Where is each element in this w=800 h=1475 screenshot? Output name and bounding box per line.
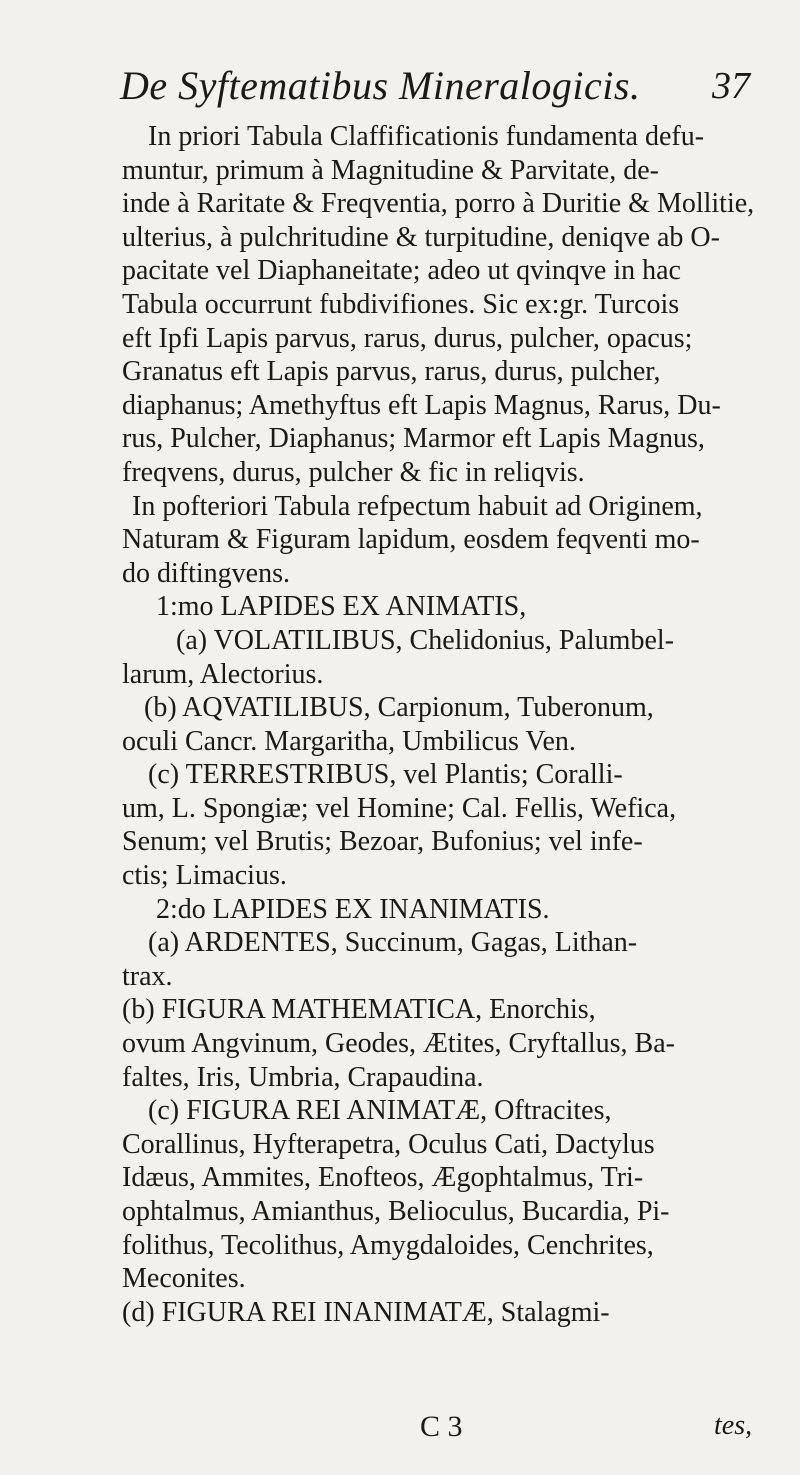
- text-line: ulterius, à pulchritudine & turpitudine, deniqve ab O-: [122, 221, 720, 253]
- catchword: tes,: [714, 1410, 753, 1441]
- page-header: [120, 62, 750, 112]
- body-text: [122, 120, 762, 1329]
- text-line: (c) FIGURA REI ANIMATÆ, Oftracites,: [148, 1095, 612, 1127]
- text-line: ophtalmus, Amianthus, Belioculus, Bucardia, Pi-: [122, 1196, 670, 1227]
- text-line: folithus, Tecolithus, Amygdaloides, Cenchrites,: [122, 1229, 654, 1261]
- text-line: Meconites.: [122, 1263, 246, 1295]
- text-line: (d) FIGURA REI INANIMATÆ, Stalagmi-: [122, 1296, 610, 1328]
- text-line: (a) VOLATILIBUS, Chelidonius, Palumbel-: [176, 624, 674, 656]
- text-line: um, L. Spongiæ; vel Homine; Cal. Fellis, Wefica,: [122, 792, 677, 824]
- text-line: Idæus, Ammites, Enofteos, Ægophtalmus, Tri-: [122, 1162, 644, 1194]
- text-line: In priori Tabula Claffificationis fundamenta defu-: [148, 121, 705, 152]
- page-number: 37: [712, 65, 750, 107]
- text-line: oculi Cancr. Margaritha, Umbilicus Ven.: [122, 725, 576, 757]
- section-heading: 2:do LAPIDES EX INANIMATIS.: [156, 893, 550, 925]
- text-line: Senum; vel Brutis; Bezoar, Bufonius; vel infe-: [122, 826, 643, 858]
- text-line: In pofteriori Tabula refpectum habuit ad Originem,: [132, 490, 703, 522]
- text-line: ctis; Limacius.: [122, 860, 287, 892]
- text-line: trax.: [122, 960, 173, 992]
- text-line: (b) AQVATILIBUS, Carpionum, Tuberonum,: [144, 692, 654, 724]
- text-line: Granatus eft Lapis parvus, rarus, durus, pulcher,: [122, 356, 661, 388]
- text-line: eft Ipfi Lapis parvus, rarus, durus, pulcher, opacus;: [122, 322, 693, 354]
- text-line: ovum Angvinum, Geodes, Ætites, Cryftallus, Ba-: [122, 1028, 675, 1060]
- text-line: inde à Raritate & Freqventia, porro à Duritie & Mollitie,: [122, 188, 755, 220]
- text-line: Naturam & Figuram lapidum, eosdem feqventi mo-: [122, 524, 700, 556]
- text-line: faltes, Iris, Umbria, Crapaudina.: [122, 1061, 484, 1093]
- text-line: do diftingvens.: [122, 557, 290, 589]
- running-title: De Syftematibus Mineralogicis.: [120, 63, 641, 108]
- text-line: diaphanus; Amethyftus eft Lapis Magnus, Rarus, Du-: [122, 389, 721, 421]
- text-line: larum, Alectorius.: [122, 658, 324, 690]
- text-line: (a) ARDENTES, Succinum, Gagas, Lithan-: [148, 927, 638, 959]
- text-line: freqvens, durus, pulcher & fic in reliqvis.: [122, 456, 585, 488]
- text-line: Corallinus, Hyfterapetra, Oculus Cati, Dactylus: [122, 1128, 655, 1160]
- text-line: (b) FIGURA MATHEMATICA, Enorchis,: [122, 994, 596, 1026]
- text-line: rus, Pulcher, Diaphanus; Marmor eft Lapis Magnus,: [122, 423, 705, 455]
- section-heading: 1:mo LAPIDES EX ANIMATIS,: [156, 591, 527, 623]
- text-line: Tabula occurrunt fubdivifiones. Sic ex:gr. Turcois: [122, 288, 680, 320]
- text-line: (c) TERRESTRIBUS, vel Plantis; Coralli-: [148, 759, 623, 791]
- text-line: pacitate vel Diaphaneitate; adeo ut qvinqve in hac: [122, 255, 681, 287]
- signature-mark: C 3: [420, 1410, 463, 1443]
- text-line: muntur, primum à Magnitudine & Parvitate, de-: [122, 154, 659, 186]
